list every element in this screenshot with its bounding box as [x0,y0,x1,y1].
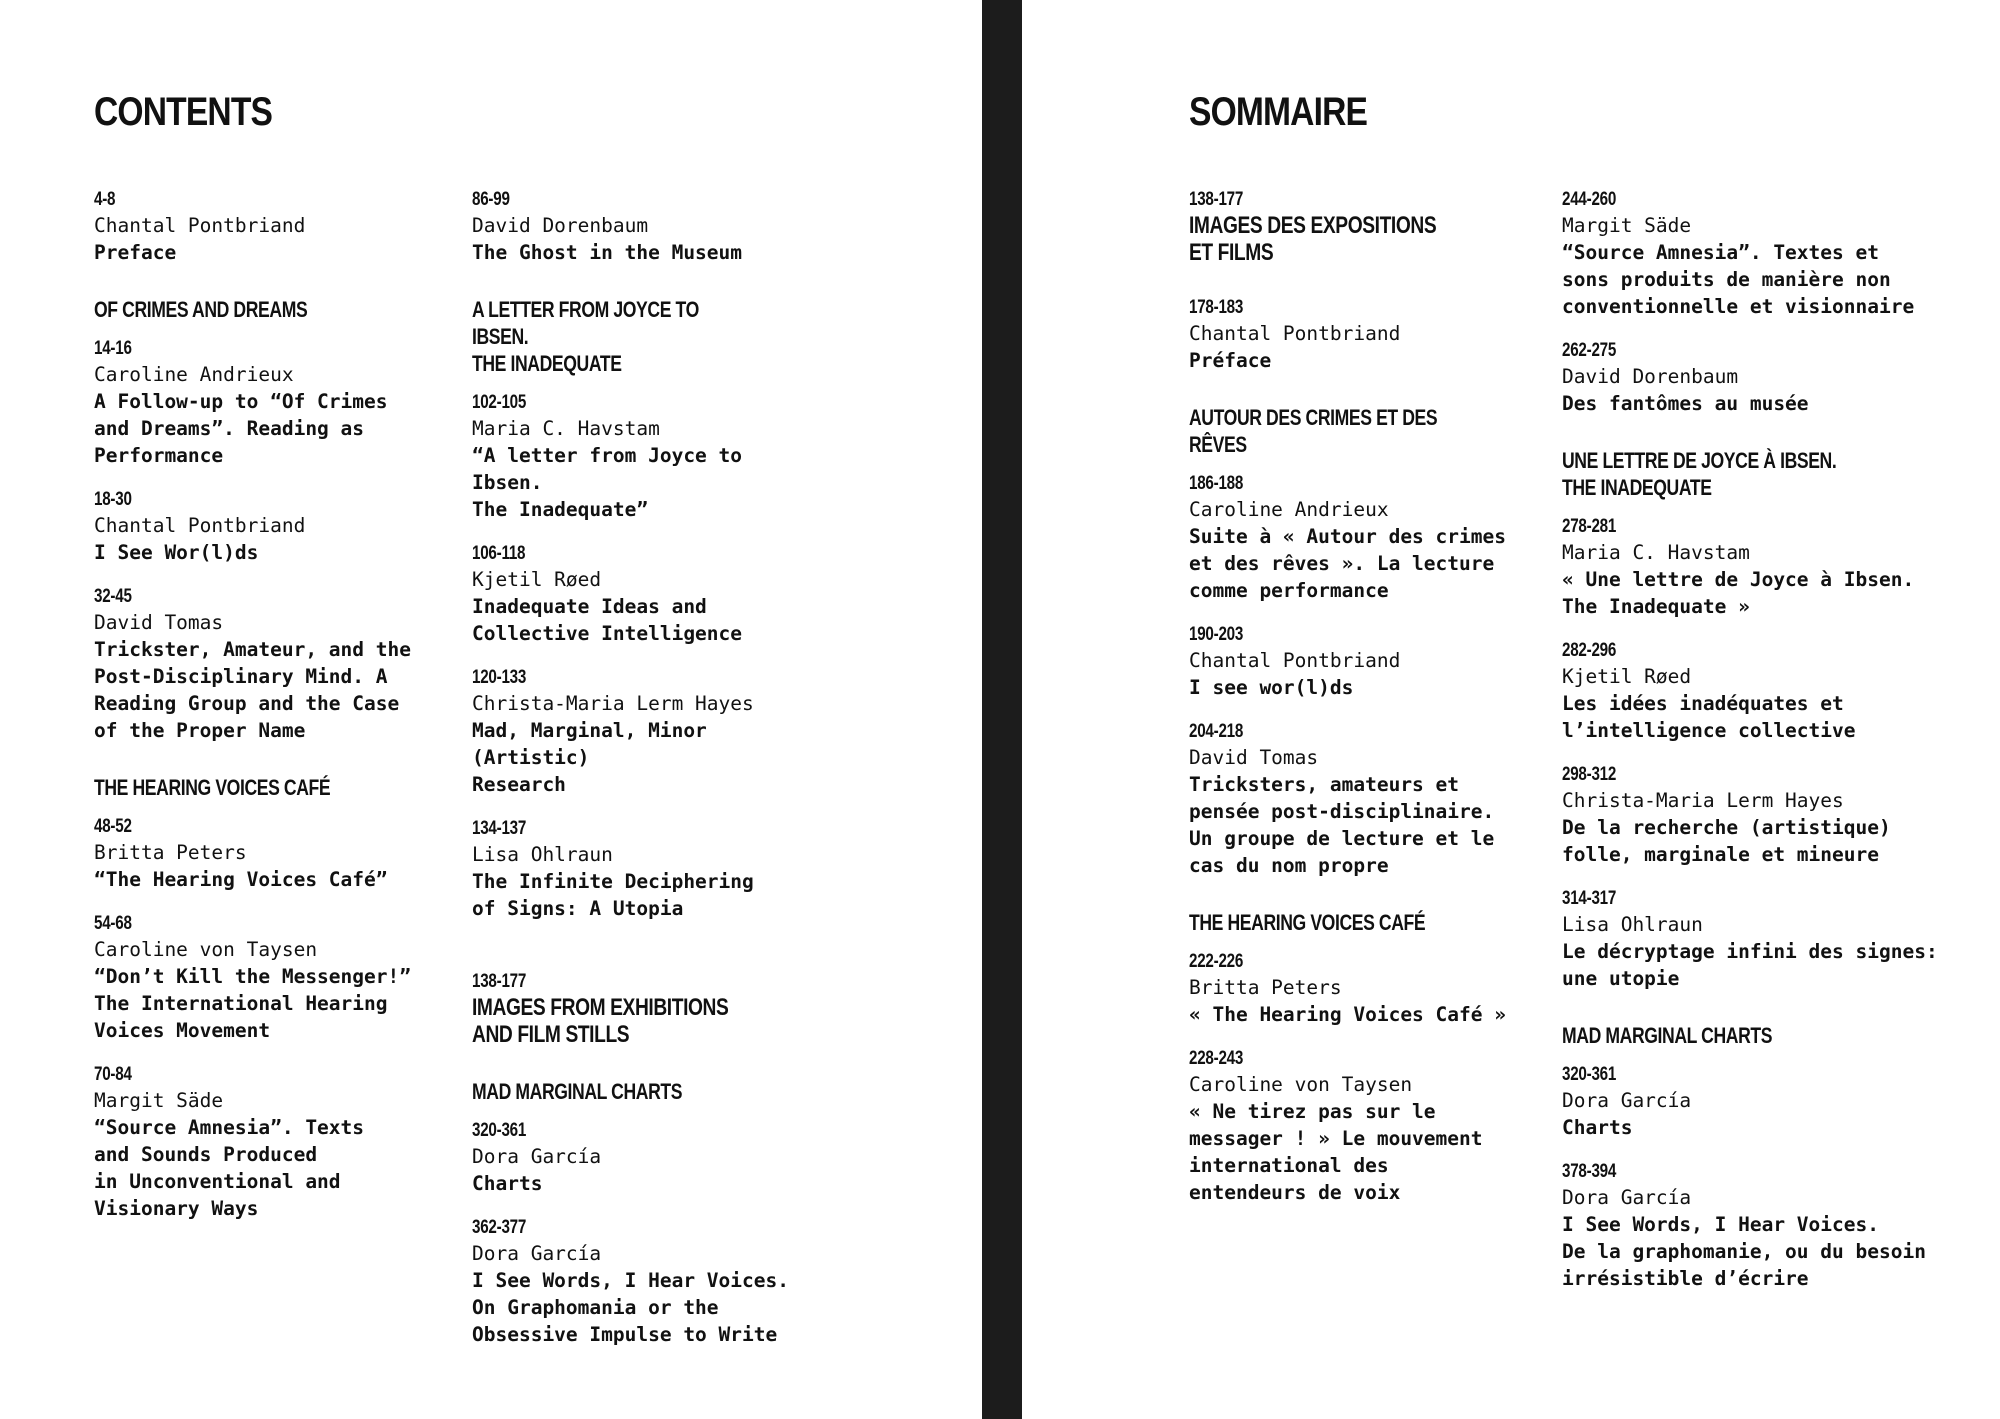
toc-entry [1562,188,1942,320]
toc-entry [472,817,817,922]
page-range: 102-105 [472,392,527,413]
entry-author: Caroline Andrieux [94,363,294,386]
toc-entry [1189,1047,1534,1206]
section-heading: UNE LETTRE DE JOYCE À IBSEN. THE INADEQUATE [1562,448,1837,500]
section-heading: THE HEARING VOICES CAFÉ [94,775,331,800]
entry-heading: IMAGES DES EXPOSITIONS ET FILMS [1189,212,1437,266]
entry-title: The Infinite Deciphering of Signs: A Utopia [472,870,754,920]
entry-title: De la recherche (artistique) folle, marginale et mineure [1562,816,1891,866]
entry-title: Préface [1189,349,1272,372]
toc-entry [1562,339,1942,417]
page-range: 186-188 [1189,473,1244,494]
page-range: 32-45 [94,586,132,607]
entry-title: “Source Amnesia”. Texts and Sounds Produced in Unconventional and Visionary Ways [94,1116,365,1220]
entry-title: « The Hearing Voices Café » [1189,1003,1506,1026]
entry-title: Inadequate Ideas and Collective Intelligence [472,595,743,645]
section-heading: MAD MARGINAL CHARTS [1562,1023,1773,1048]
section-heading: A LETTER FROM JOYCE TO IBSEN. THE INADEQUATE [472,297,699,376]
entry-author: Chantal Pontbriand [94,214,306,237]
page-range: 134-137 [472,818,527,839]
right-page [1022,0,2000,1419]
page-range: 222-226 [1189,951,1244,972]
toc-entry [1562,1063,1942,1141]
entry-author: Christa-Maria Lerm Hayes [1562,789,1844,812]
section-heading: MAD MARGINAL CHARTS [472,1079,683,1104]
entry-title: I See Words, I Hear Voices. On Graphomania or the Obsessive Impulse to Write [472,1269,789,1346]
entry-title: Des fantômes au musée [1562,392,1809,415]
section-heading: AUTOUR DES CRIMES ET DES RÊVES [1189,405,1438,457]
page-range: 14-16 [94,338,132,359]
page-range: 4-8 [94,189,116,210]
entry-title: Suite à « Autour des crimes et des rêves ». La lecture comme performance [1189,525,1506,602]
contents-column-1 [94,188,439,1241]
toc-entry [1562,763,1942,868]
entry-title: Trickster, Amateur, and the Post-Disciplinary Mind. A Reading Group and the Case of the Proper Name [94,638,411,742]
section-heading: THE HEARING VOICES CAFÉ [1189,910,1426,935]
page-range: 320-361 [472,1120,527,1141]
entry-author: Britta Peters [1189,976,1342,999]
toc-entry [1189,188,1534,266]
toc-entry [94,488,439,566]
entry-title: “Don’t Kill the Messenger!” The International Hearing Voices Movement [94,965,411,1042]
toc-entry [1562,1160,1942,1292]
entry-title: « Une lettre de Joyce à Ibsen. The Inadequate » [1562,568,1915,618]
entry-author: Chantal Pontbriand [1189,649,1401,672]
toc-entry [1562,515,1942,620]
entry-author: David Tomas [1189,746,1319,769]
toc-entry [1189,950,1534,1028]
page-range: 120-133 [472,667,527,688]
entry-author: Caroline Andrieux [1189,498,1389,521]
page-range: 244-260 [1562,189,1617,210]
page-range: 320-361 [1562,1064,1617,1085]
entry-author: Dora García [472,1145,602,1168]
entry-title: Le décryptage infini des signes: une utopie [1562,940,1938,990]
entry-author: Kjetil Røed [472,568,602,591]
toc-entry [94,1063,439,1222]
sommaire-column-1 [1189,188,1534,1225]
entry-title: “Source Amnesia”. Textes et sons produits de manière non conventionnelle et visionnaire [1562,241,1915,318]
page-range: 48-52 [94,816,132,837]
entry-author: Kjetil Røed [1562,665,1692,688]
entry-title: Mad, Marginal, Minor (Artistic) Research [472,719,707,796]
page-range: 278-281 [1562,516,1617,537]
page-title: SOMMAIRE [1189,90,1368,134]
toc-entry [94,188,439,266]
page-title: CONTENTS [94,90,273,134]
toc-entry [94,815,439,893]
page-range: 190-203 [1189,624,1244,645]
page-range: 138-177 [1189,189,1244,210]
entry-author: David Tomas [94,611,224,634]
entry-author: Maria C. Havstam [472,417,660,440]
entry-author: Britta Peters [94,841,247,864]
toc-entry [94,585,439,744]
page-range: 138-177 [472,971,527,992]
page-range: 314-317 [1562,888,1617,909]
entry-author: Margit Säde [94,1089,224,1112]
page-range: 298-312 [1562,764,1617,785]
toc-entry [472,542,817,647]
toc-entry [472,391,817,523]
entry-title: A Follow-up to “Of Crimes and Dreams”. Reading as Performance [94,390,388,467]
page-range: 54-68 [94,913,132,934]
toc-entry [1562,887,1942,992]
entry-title: Charts [1562,1116,1633,1139]
toc-entry [1189,472,1534,604]
page-range: 282-296 [1562,640,1617,661]
entry-title: I see wor(l)ds [1189,676,1354,699]
entry-title: Preface [94,241,177,264]
page-range: 262-275 [1562,340,1617,361]
toc-entry [94,337,439,469]
entry-title: Les idées inadéquates et l’intelligence collective [1562,692,1856,742]
toc-entry [472,970,817,1048]
entry-title: Charts [472,1172,543,1195]
entry-author: Caroline von Taysen [1189,1073,1413,1096]
entry-heading: IMAGES FROM EXHIBITIONS AND FILM STILLS [472,994,729,1048]
entry-title: « Ne tirez pas sur le messager ! » Le mouvement international des entendeurs de voix [1189,1100,1483,1204]
contents-column-2 [472,188,817,1367]
book-spine [982,0,1022,1419]
page-range: 106-118 [472,543,526,564]
toc-entry [94,912,439,1044]
entry-author: Lisa Ohlraun [472,843,613,866]
entry-author: Lisa Ohlraun [1562,913,1703,936]
left-page [0,0,982,1419]
entry-title: “The Hearing Voices Café” [94,868,388,891]
entry-title: I See Wor(l)ds [94,541,259,564]
entry-author: Chantal Pontbriand [94,514,306,537]
entry-title: I See Words, I Hear Voices. De la graphomanie, ou du besoin irrésistible d’écrire [1562,1213,1926,1290]
sommaire-column-2 [1562,188,1942,1311]
toc-entry [472,188,817,266]
toc-entry [1189,623,1534,701]
entry-author: Dora García [472,1242,602,1265]
page-range: 86-99 [472,189,510,210]
entry-author: Maria C. Havstam [1562,541,1750,564]
page-range: 228-243 [1189,1048,1244,1069]
entry-author: Christa-Maria Lerm Hayes [472,692,754,715]
section-heading: OF CRIMES AND DREAMS [94,297,308,322]
page-range: 70-84 [94,1064,132,1085]
toc-entry [472,666,817,798]
toc-entry [472,1119,817,1197]
entry-author: David Dorenbaum [1562,365,1739,388]
entry-author: Margit Säde [1562,214,1692,237]
entry-title: Tricksters, amateurs et pensée post-disciplinaire. Un groupe de lecture et le cas du nom propre [1189,773,1495,877]
page-range: 378-394 [1562,1161,1617,1182]
page-range: 18-30 [94,489,132,510]
page-range: 362-377 [472,1217,527,1238]
entry-author: Chantal Pontbriand [1189,322,1401,345]
entry-author: Caroline von Taysen [94,938,318,961]
page-range: 178-183 [1189,297,1244,318]
entry-author: David Dorenbaum [472,214,649,237]
toc-entry [472,1216,817,1348]
page-range: 204-218 [1189,721,1244,742]
toc-entry [1562,639,1942,744]
toc-entry [1189,296,1534,374]
entry-author: Dora García [1562,1089,1692,1112]
entry-title: “A letter from Joyce to Ibsen. The Inadequate” [472,444,743,521]
entry-author: Dora García [1562,1186,1692,1209]
toc-entry [1189,720,1534,879]
entry-title: The Ghost in the Museum [472,241,743,264]
